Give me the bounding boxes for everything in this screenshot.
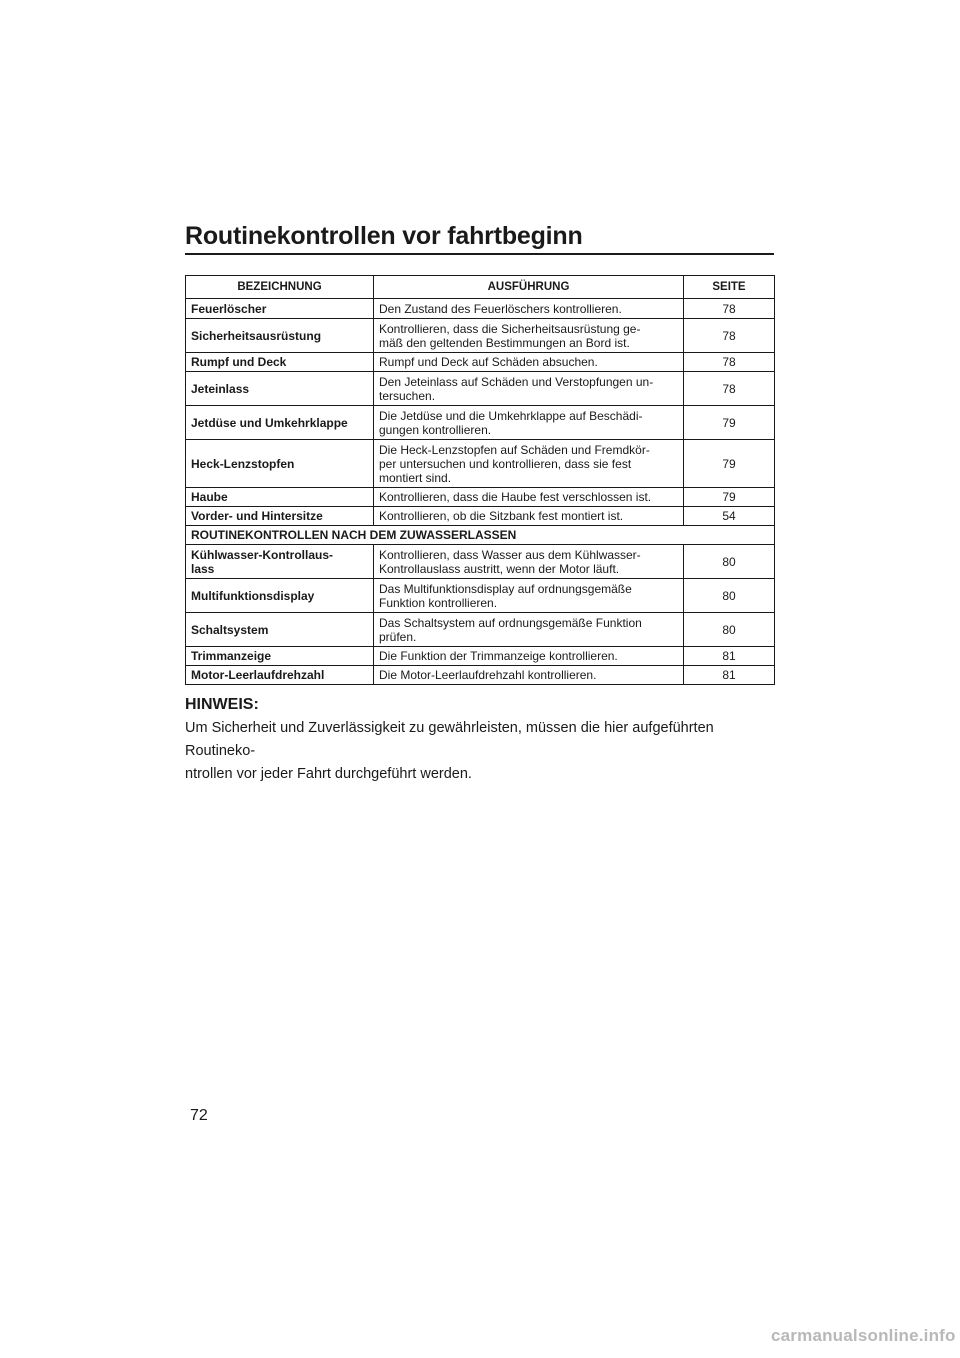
item-description: Rumpf und Deck auf Schäden absuchen. bbox=[374, 353, 684, 372]
item-page: 78 bbox=[684, 319, 775, 353]
item-page: 54 bbox=[684, 507, 775, 526]
table-row bbox=[186, 440, 775, 488]
table-row bbox=[186, 545, 775, 579]
item-name: Motor-Leerlaufdrehzahl bbox=[186, 666, 374, 685]
table-row bbox=[186, 613, 775, 647]
item-page: 80 bbox=[684, 613, 775, 647]
item-description: Kontrollieren, dass die Sicherheitsausrüstung ge- mäß den geltenden Bestimmungen an Bord ist. bbox=[374, 319, 684, 353]
item-name: Sicherheitsausrüstung bbox=[186, 319, 374, 353]
item-description: Den Zustand des Feuerlöschers kontrollieren. bbox=[374, 299, 684, 319]
item-page: 81 bbox=[684, 647, 775, 666]
item-name: Feuerlöscher bbox=[186, 299, 374, 319]
item-page: 79 bbox=[684, 406, 775, 440]
item-description: Die Funktion der Trimmanzeige kontrollieren. bbox=[374, 647, 684, 666]
item-page: 80 bbox=[684, 545, 775, 579]
item-name: Heck-Lenzstopfen bbox=[186, 440, 374, 488]
item-page: 80 bbox=[684, 579, 775, 613]
item-description: Die Motor-Leerlaufdrehzahl kontrollieren. bbox=[374, 666, 684, 685]
item-name: Vorder- und Hintersitze bbox=[186, 507, 374, 526]
item-name: Schaltsystem bbox=[186, 613, 374, 647]
item-name: Kühlwasser-Kontrollaus- lass bbox=[186, 545, 374, 579]
table-row bbox=[186, 406, 775, 440]
table-row bbox=[186, 647, 775, 666]
table-row bbox=[186, 372, 775, 406]
page-title: Routinekontrollen vor fahrtbeginn bbox=[185, 222, 583, 250]
item-page: 81 bbox=[684, 666, 775, 685]
watermark: carmanualsonline.info bbox=[771, 1326, 956, 1345]
table-row bbox=[186, 488, 775, 507]
section-label: ROUTINEKONTROLLEN NACH DEM ZUWASSERLASSEN bbox=[186, 526, 775, 545]
header-seite: SEITE bbox=[684, 276, 775, 299]
item-description: Das Multifunktionsdisplay auf ordnungsgemäße Funktion kontrollieren. bbox=[374, 579, 684, 613]
table-row bbox=[186, 319, 775, 353]
table-row bbox=[186, 579, 775, 613]
header-ausfuehrung: AUSFÜHRUNG bbox=[374, 276, 684, 299]
header-bezeichnung: BEZEICHNUNG bbox=[186, 276, 374, 299]
table-body bbox=[186, 299, 775, 685]
title-divider bbox=[185, 253, 774, 255]
item-name: Haube bbox=[186, 488, 374, 507]
routine-check-table bbox=[185, 275, 775, 685]
item-description: Kontrollieren, ob die Sitzbank fest montiert ist. bbox=[374, 507, 684, 526]
item-description: Die Heck-Lenzstopfen auf Schäden und Fremdkör- per untersuchen und kontrollieren, dass sie fest montiert sind. bbox=[374, 440, 684, 488]
item-description: Kontrollieren, dass Wasser aus dem Kühlwasser- Kontrollauslass austritt, wenn der Motor läuft. bbox=[374, 545, 684, 579]
section-row bbox=[186, 526, 775, 545]
item-name: Trimmanzeige bbox=[186, 647, 374, 666]
table-header-row bbox=[186, 276, 775, 299]
table-row bbox=[186, 507, 775, 526]
item-page: 79 bbox=[684, 488, 775, 507]
table-row bbox=[186, 666, 775, 685]
item-name: Rumpf und Deck bbox=[186, 353, 374, 372]
item-description: Die Jetdüse und die Umkehrklappe auf Beschädi- gungen kontrollieren. bbox=[374, 406, 684, 440]
item-name: Jeteinlass bbox=[186, 372, 374, 406]
note-heading: HINWEIS: bbox=[185, 696, 259, 713]
table-row bbox=[186, 299, 775, 319]
item-name: Jetdüse und Umkehrklappe bbox=[186, 406, 374, 440]
item-page: 78 bbox=[684, 353, 775, 372]
item-description: Das Schaltsystem auf ordnungsgemäße Funktion prüfen. bbox=[374, 613, 684, 647]
item-page: 78 bbox=[684, 372, 775, 406]
item-name: Multifunktionsdisplay bbox=[186, 579, 374, 613]
item-description: Kontrollieren, dass die Haube fest verschlossen ist. bbox=[374, 488, 684, 507]
page-number: 72 bbox=[190, 1107, 208, 1124]
item-page: 78 bbox=[684, 299, 775, 319]
table-row bbox=[186, 353, 775, 372]
item-page: 79 bbox=[684, 440, 775, 488]
item-description: Den Jeteinlass auf Schäden und Verstopfungen un- tersuchen. bbox=[374, 372, 684, 406]
note-text: Um Sicherheit und Zuverlässigkeit zu gewährleisten, müssen die hier aufgeführten Routineko- ntrollen vor jeder Fahrt durchgeführt werden. bbox=[185, 720, 714, 782]
